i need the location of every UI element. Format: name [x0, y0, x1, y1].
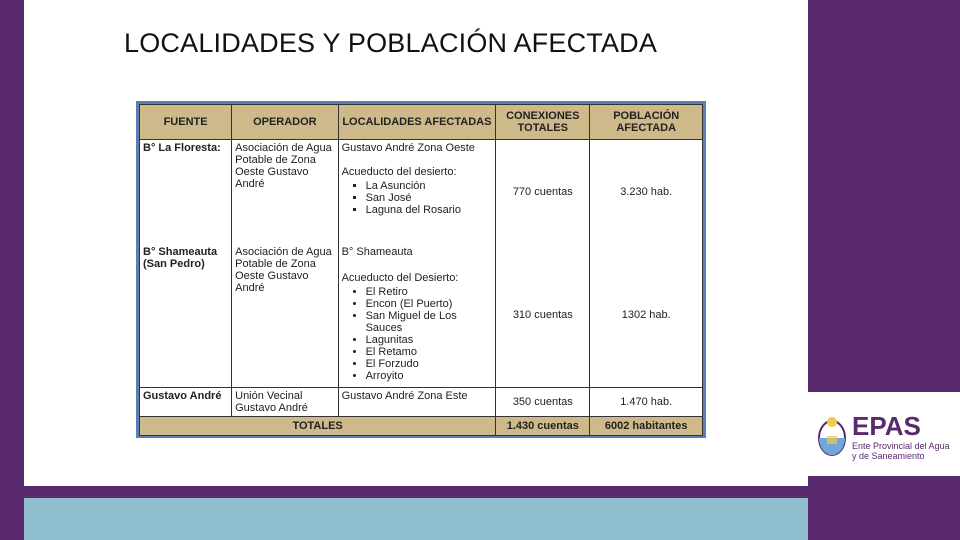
bottom-bar: [24, 498, 808, 540]
header-localidades: LOCALIDADES AFECTADAS: [338, 105, 496, 140]
totals-poblacion: 6002 habitantes: [590, 417, 703, 436]
list-item: ▪ La Asunción: [366, 180, 493, 192]
cell-localidades: [338, 140, 496, 244]
epas-subtitle-line: y de Saneamiento: [852, 451, 925, 461]
header-fuente: FUENTE: [140, 105, 232, 140]
epas-subtitle: [852, 441, 950, 461]
epas-subtitle-line: Ente Provincial del Agua: [852, 441, 950, 451]
list-item: • Encon (El Puerto): [366, 298, 493, 310]
table-header-row: [140, 105, 703, 140]
cell-fuente: B° La Floresta:: [140, 140, 232, 244]
table-row: [140, 140, 703, 244]
cell-conexiones: 350 cuentas: [496, 388, 590, 417]
totals-row: [140, 417, 703, 436]
cell-fuente: Gustavo André: [140, 388, 232, 417]
list-item: • San Miguel de Los Sauces: [366, 310, 493, 334]
left-band: [0, 0, 24, 540]
list-item: ▪ Laguna del Rosario: [366, 204, 493, 216]
list-item: • El Retamo: [366, 346, 493, 358]
totals-conexiones: 1.430 cuentas: [496, 417, 590, 436]
epas-logo-text: EPAS: [852, 411, 921, 441]
cell-fuente: B° Shameauta (San Pedro): [140, 244, 232, 388]
bottom-stripe: [24, 486, 808, 498]
header-poblacion: POBLACIÓN AFECTADA: [590, 105, 703, 140]
header-operador: OPERADOR: [232, 105, 338, 140]
data-table: [136, 101, 706, 438]
totals-label: TOTALES: [140, 417, 496, 436]
cell-operador: Unión Vecinal Gustavo André: [232, 388, 338, 417]
slide-title: LOCALIDADES Y POBLACIÓN AFECTADA: [124, 28, 658, 58]
cell-localidades: Gustavo André Zona Este: [338, 388, 496, 417]
cell-conexiones: 770 cuentas: [496, 140, 590, 244]
localidad-text: Gustavo André Zona Oeste: [341, 142, 475, 154]
coat-of-arms-icon: [816, 414, 848, 458]
list-item: • El Forzudo: [366, 358, 493, 370]
localidad-text: Acueducto del Desierto:: [341, 271, 459, 284]
localidades-list: [342, 286, 493, 382]
list-item: • Lagunitas: [366, 334, 493, 346]
table-row: [140, 388, 703, 417]
localidad-text: B° Shameauta: [341, 245, 413, 258]
cell-operador: Asociación de Agua Potable de Zona Oeste Gustavo André: [232, 140, 338, 244]
localidades-list: [342, 180, 493, 216]
cell-conexiones: 310 cuentas: [496, 244, 590, 388]
list-item: • Arroyito: [366, 370, 493, 382]
header-conexiones: CONEXIONES TOTALES: [496, 105, 590, 140]
list-item: • El Retiro: [366, 286, 493, 298]
list-item: ▪ San José: [366, 192, 493, 204]
cell-poblacion: 3.230 hab.: [590, 140, 703, 244]
table-row: [140, 244, 703, 388]
cell-poblacion: 1302 hab.: [590, 244, 703, 388]
localidad-text: Acueducto del desierto:: [341, 166, 457, 178]
cell-poblacion: 1.470 hab.: [590, 388, 703, 417]
cell-localidades: [338, 244, 496, 388]
cell-operador: Asociación de Agua Potable de Zona Oeste Gustavo André: [232, 244, 338, 388]
